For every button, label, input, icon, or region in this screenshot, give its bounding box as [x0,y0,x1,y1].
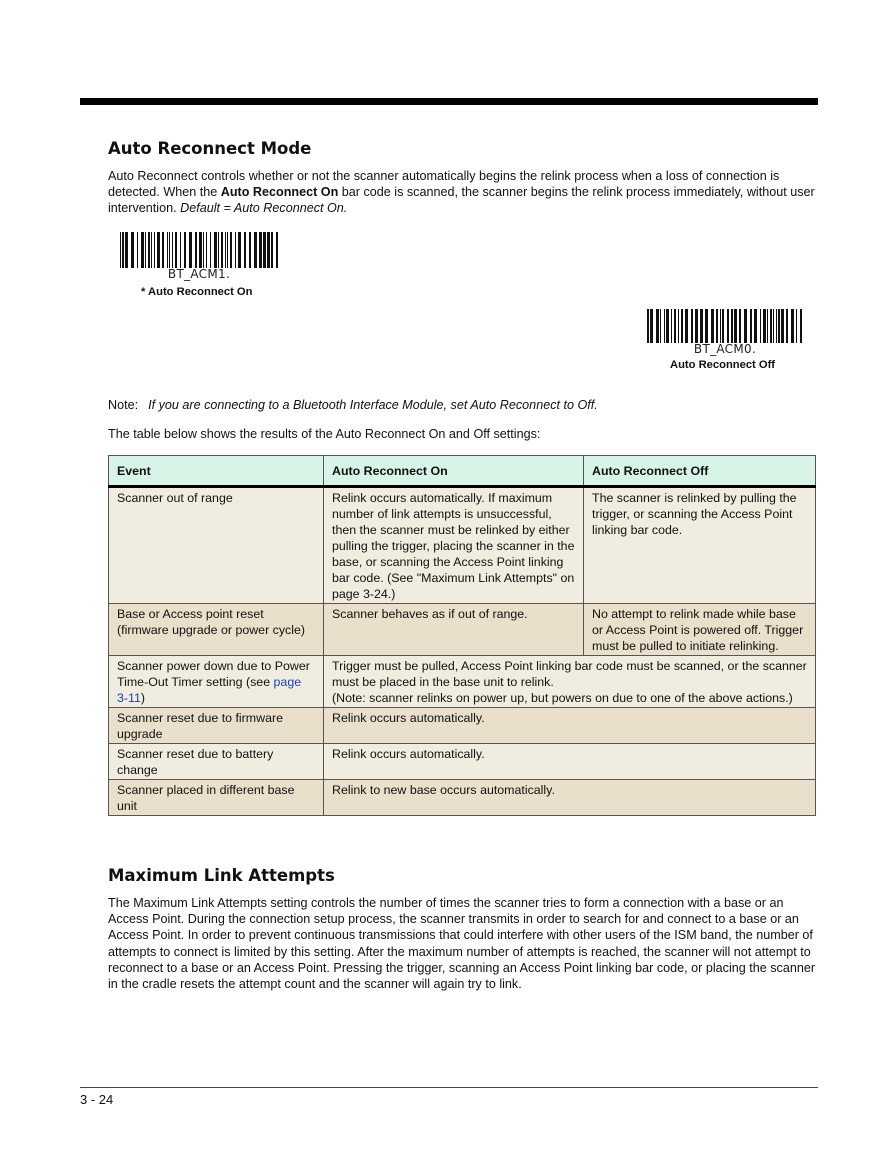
cell-both [324,656,816,708]
cell-event: Scanner reset due to firmware upgrade [109,708,324,744]
cell-event [109,656,324,708]
cell-both: Relink occurs automatically. [324,744,816,780]
header-event: Event [109,456,324,487]
table-intro: The table below shows the results of the Auto Reconnect On and Off settings: [108,427,541,441]
default-text: Default = Auto Reconnect On. [180,201,348,216]
page-number: 3 - 24 [80,1092,114,1107]
intro-text-2: bar code is scanned, the scanner begins the relink process immediately, without user intervention. [108,185,815,216]
cell-both: Relink occurs automatically. [324,708,816,744]
cell-event: Scanner out of range [109,487,324,604]
cell-on: Scanner behaves as if out of range. [324,604,584,656]
barcode-caption-off: Auto Reconnect Off [670,359,776,371]
barcode-auto-reconnect-on[interactable] [118,232,280,281]
note [108,398,598,412]
barcode-bars-icon [118,232,280,268]
auto-reconnect-description [108,168,816,217]
bottom-rule [80,1087,818,1088]
cell-event-text-end: ) [140,691,146,705]
barcode-caption-on: * Auto Reconnect On [141,286,253,298]
intro-bold: Auto Reconnect On [220,185,339,200]
cell-both: Relink to new base occurs automatically. [324,780,816,816]
max-link-attempts-description: The Maximum Link Attempts setting controls the number of times the scanner tries to form a connection with a base or an Access Point. During the connection setup process, the scanner transmits in order to search for and connect to a base or an Access Point. In order to prevent continuous transmissions that could interfere with other users of the ISM band, the number of attempts to connect is limited by this setting. After the maximum number of attempts is reached, the scanner will not attempt to reconnect to a base or an Access Point. Pressing the trigger, scanning an Access Point linking bar code, or placing the scanner in the cradle resets the attempt count and the scanner will again try to link. [108,896,816,992]
barcode-auto-reconnect-off[interactable] [645,309,805,356]
cell-event: Base or Access point reset (firmware upgrade or power cycle) [109,604,324,656]
cell-event-text: Scanner power down due to Power Time-Out Timer setting (see [117,659,310,689]
page-link[interactable]: page 3-11 [117,675,302,705]
table-row [109,604,816,656]
header-auto-reconnect-on: Auto Reconnect On [324,456,584,487]
cell-both-note: (Note: scanner relinks on power up, but powers on due to one of the above actions.) [332,691,793,705]
note-label: Note: [108,398,139,412]
auto-reconnect-table [108,455,816,816]
intro-text-1: Auto Reconnect controls whether or not the scanner automatically begins the relink process when a loss of connection is detected. When the [108,169,780,200]
barcode-code: BT_ACM1. [167,267,231,281]
note-text: If you are connecting to a Bluetooth Interface Module, set Auto Reconnect to Off. [148,398,598,412]
cell-off: No attempt to relink made while base or Access Point is powered off. Trigger must be pulled to initiate relinking. [584,604,816,656]
cell-event: Scanner reset due to battery change [109,744,324,780]
table-row [109,744,816,780]
table-header-row [109,456,816,487]
cell-event: Scanner placed in different base unit [109,780,324,816]
barcode-bars-icon [645,309,805,343]
table-row [109,708,816,744]
barcode-code: BT_ACM0. [693,342,757,356]
top-rule [80,98,818,105]
table-row [109,780,816,816]
cell-on: Relink occurs automatically. If maximum number of link attempts is unsuccessful, then the scanner must be relinked by either pulling the trigger, placing the scanner in the base, or scanning the Access Point linking bar code. (See "Maximum Link Attempts" on page 3-24.) [324,487,584,604]
cell-off: The scanner is relinked by pulling the trigger, or scanning the Access Point linking bar code. [584,487,816,604]
header-auto-reconnect-off: Auto Reconnect Off [584,456,816,487]
table-row [109,487,816,604]
cell-both-text: Trigger must be pulled, Access Point linking bar code must be scanned, or the scanner must be placed in the base unit to relink. [332,659,807,689]
section-title-max-link-attempts: Maximum Link Attempts [108,866,335,885]
section-title-auto-reconnect: Auto Reconnect Mode [108,139,312,158]
table-row [109,656,816,708]
